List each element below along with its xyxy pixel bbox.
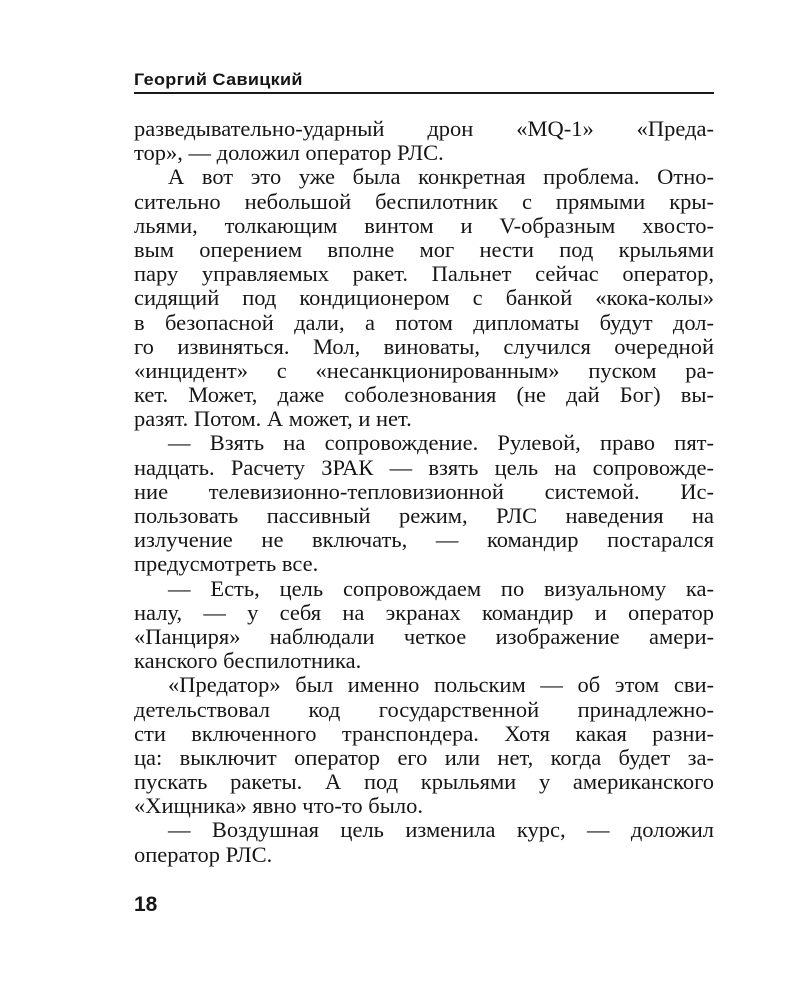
text-line: канского беспилотника. [134,648,362,674]
text-line: ние телевизионно-тепловизионной системой. Ис- [134,478,714,504]
text-line: сти включенного транспондера. Хотя какая разни- [134,720,714,746]
text-line: вым оперением вполне мог нести под крыльями [134,236,714,262]
text-line: налу, — у себя на экранах командир и оператор [134,599,714,625]
text-line: тор», — доложил оператор РЛС. [134,140,444,166]
text-line: сительно небольшой беспилотник с прямыми кры- [134,188,714,214]
text-line: ца: выключит оператор его или нет, когда будет за- [134,744,714,770]
text-line: «Хищника» явно что-то было. [134,793,423,819]
text-line: предусмотреть все. [134,551,319,577]
text-line: «Предатор» был именно польским — об этом сви- [168,672,714,698]
body-text [134,117,714,867]
text-line: — Воздушная цель изменила курс, — доложил [168,817,714,843]
text-line: сидящий под кондиционером с банкой «кока-колы» [134,285,714,311]
text-line: детельствовал код государственной принадлежно- [134,696,714,722]
text-line: разведывательно-ударный дрон «MQ-1» «Преда- [134,116,714,141]
text-line: пускать ракеты. А под крыльями у американского [134,769,714,795]
text-line: разят. Потом. А может, и нет. [134,406,412,432]
text-line: льями, толкающим винтом и V-образным хвосто- [134,212,714,238]
text-line: го извиняться. Мол, виноваты, случился очередной [134,333,714,359]
running-header [134,70,714,92]
text-line: излучение не включать, — командир постарался [134,527,714,553]
author-name: Георгий Савицкий [134,70,303,89]
text-line: оператор РЛС. [134,841,273,867]
text-line: «Панциря» наблюдали четкое изображение амери- [134,623,714,649]
header-divider [134,92,714,94]
page-number: 18 [134,893,158,916]
text-line: — Есть, цель сопровождаем по визуальному ка- [168,575,714,601]
text-line: А вот это уже была конкретная проблема. Отно- [168,164,714,190]
text-line: надцать. Расчету ЗРАК — взять цель на сопровожде- [134,454,714,480]
text-line: кет. Может, даже соболезнования (не дай Бог) вы- [134,382,714,408]
text-line: «инцидент» с «несанкционированным» пуском ра- [134,357,714,383]
text-line: пользовать пассивный режим, РЛС наведения на [134,503,714,528]
text-line: — Взять на сопровождение. Рулевой, право пят- [168,430,714,456]
text-line: пару управляемых ракет. Пальнет сейчас оператор, [134,261,714,287]
text-line: в безопасной дали, а потом дипломаты будут дол- [134,309,714,335]
